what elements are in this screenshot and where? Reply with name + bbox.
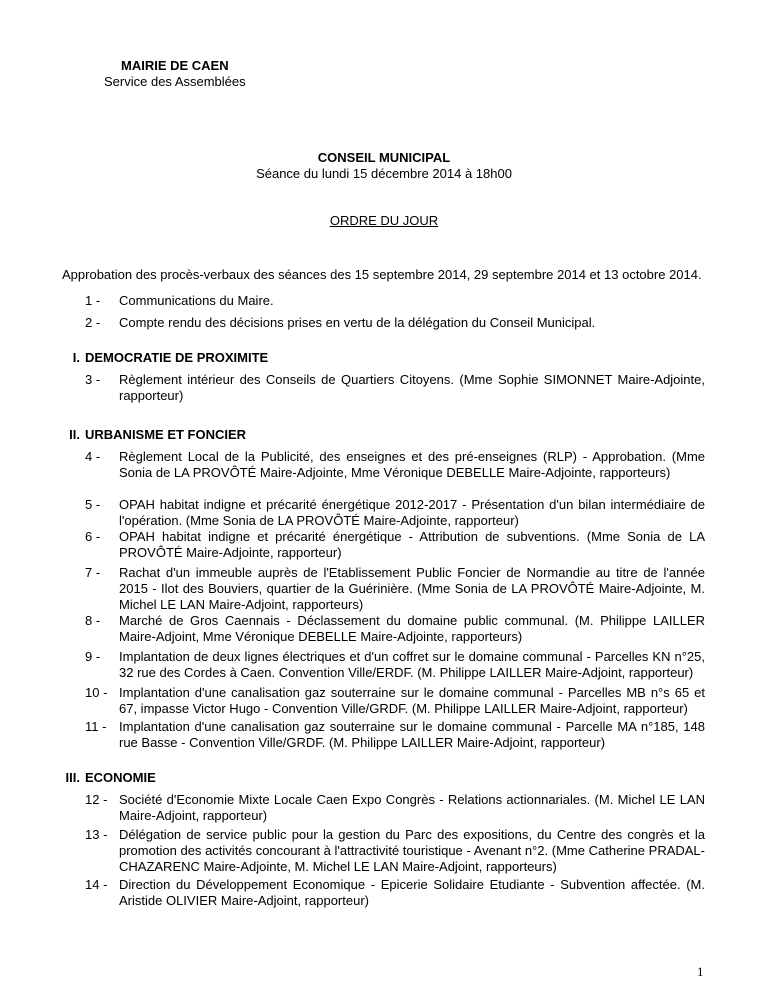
section-title: URBANISME ET FONCIER (85, 427, 247, 442)
service-name: Service des Assemblées (104, 74, 246, 89)
meeting-title: CONSEIL MUNICIPAL (317, 150, 451, 165)
item-text: Direction du Développement Economique - Epicerie Solidaire Etudiante - Subvention affectée. (M. Aristide OLIVIER Maire-Adjoint, rapporteur) (119, 877, 705, 908)
agenda-item (85, 449, 705, 481)
item-text: OPAH habitat indigne et précarité énergétique 2012-2017 - Présentation d'un bilan intermédiaire de l'opération. (Mme Sonia de LA PROVÔTÉ Maire-Adjointe, rapporteur) (119, 497, 705, 528)
item-text: Implantation d'une canalisation gaz souterraine sur le domaine communal - Parcelle MA n°185, 148 rue Basse - Convention Ville/GRDF. (M. Philippe LAILLER Maire-Adjoint, rapporteur) (119, 719, 705, 750)
agenda-item (85, 529, 705, 561)
agenda-item (85, 315, 705, 331)
item-number: 12 - (85, 792, 108, 807)
agenda-item (85, 293, 705, 309)
item-number: 14 - (85, 877, 108, 892)
agenda-item (85, 792, 705, 824)
section-heading (0, 770, 156, 786)
agenda-title: ORDRE DU JOUR (329, 213, 439, 228)
item-text: OPAH habitat indigne et précarité énergétique - Attribution de subventions. (Mme Sonia de LA PROVÔTÉ Maire-Adjointe, rapporteur) (119, 529, 705, 560)
section-heading (0, 350, 268, 366)
item-number: 13 - (85, 827, 108, 842)
organization-name: MAIRIE DE CAEN (121, 58, 229, 73)
item-text: Délégation de service public pour la gestion du Parc des expositions, du Centre des congrès et la promotion des activités concourant à l'attractivité touristique - Avenant n°2. (Mme Catherine PRADAL-CHAZARENC Maire-Adjointe, M. Michel LE LAN Maire-Adjoint, rapporteurs) (119, 827, 705, 874)
agenda-item (85, 827, 705, 875)
section-number: I. (72, 350, 80, 365)
agenda-item (85, 613, 705, 645)
section-number: II. (69, 427, 80, 442)
meeting-date: Séance du lundi 15 décembre 2014 à 18h00 (256, 166, 512, 181)
item-number: 10 - (85, 685, 108, 700)
item-text: Rachat d'un immeuble auprès de l'Etablissement Public Foncier de Normandie au titre de l'année 2015 - Ilot des Bouviers, quartier de la Guérinière. (Mme Sonia de LA PROVÔTÉ Maire-Adjointe, M. Michel LE LAN Maire-Adjoint, rapporteurs) (119, 565, 705, 612)
agenda-item (85, 719, 705, 751)
item-number: 11 - (85, 719, 107, 734)
page-number: 1 (697, 964, 704, 979)
item-text: Marché de Gros Caennais - Déclassement du domaine public communal. (M. Philippe LAILLER Maire-Adjoint, Mme Véronique DEBELLE Maire-Adjointe, rapporteurs) (119, 613, 705, 644)
item-text: Règlement Local de la Publicité, des enseignes et des pré-enseignes (RLP) - Approbation. (Mme Sonia de LA PROVÔTÉ Maire-Adjointe, Mme Véronique DEBELLE Maire-Adjointe, rapporteurs) (119, 449, 705, 480)
item-number: 5 - (85, 497, 101, 512)
item-text: Communications du Maire. (119, 293, 274, 308)
agenda-item (85, 565, 705, 613)
item-number: 3 - (85, 372, 101, 387)
item-number: 8 - (85, 613, 101, 628)
item-text: Implantation d'une canalisation gaz souterraine sur le domaine communal - Parcelles MB n°s 65 et 67, impasse Victor Hugo - Convention Ville/GRDF. (M. Philippe LAILLER Maire-Adjoint, rapporteur) (119, 685, 705, 716)
section-title: DEMOCRATIE DE PROXIMITE (85, 350, 269, 365)
section-title: ECONOMIE (85, 770, 156, 785)
approval-line: Approbation des procès-verbaux des séances des 15 septembre 2014, 29 septembre 2014 et 13 octobre 2014. (62, 267, 702, 282)
item-number: 7 - (85, 565, 101, 580)
item-text: Règlement intérieur des Conseils de Quartiers Citoyens. (Mme Sophie SIMONNET Maire-Adjointe, rapporteur) (119, 372, 705, 403)
agenda-item (85, 877, 705, 909)
item-number: 9 - (85, 649, 101, 664)
item-text: Société d'Economie Mixte Locale Caen Expo Congrès - Relations actionnariales. (M. Michel LE LAN Maire-Adjoint, rapporteur) (119, 792, 705, 823)
item-text: Compte rendu des décisions prises en vertu de la délégation du Conseil Municipal. (119, 315, 596, 330)
item-number: 2 - (85, 315, 101, 330)
section-heading (0, 427, 246, 443)
item-number: 1 - (85, 293, 101, 308)
item-number: 4 - (85, 449, 101, 464)
agenda-item (85, 497, 705, 529)
agenda-item (85, 372, 705, 404)
section-number: III. (65, 770, 80, 785)
agenda-item (85, 685, 705, 717)
meeting-heading (0, 150, 768, 182)
item-number: 6 - (85, 529, 101, 544)
item-text: Implantation de deux lignes électriques et d'un coffret sur le domaine communal - Parcelles KN n°25, 32 rue des Cordes à Caen. Convention Ville/ERDF. (M. Philippe LAILLER Maire-Adjoint, rapporteur) (119, 649, 705, 680)
document-header (104, 58, 246, 90)
agenda-item (85, 649, 705, 681)
